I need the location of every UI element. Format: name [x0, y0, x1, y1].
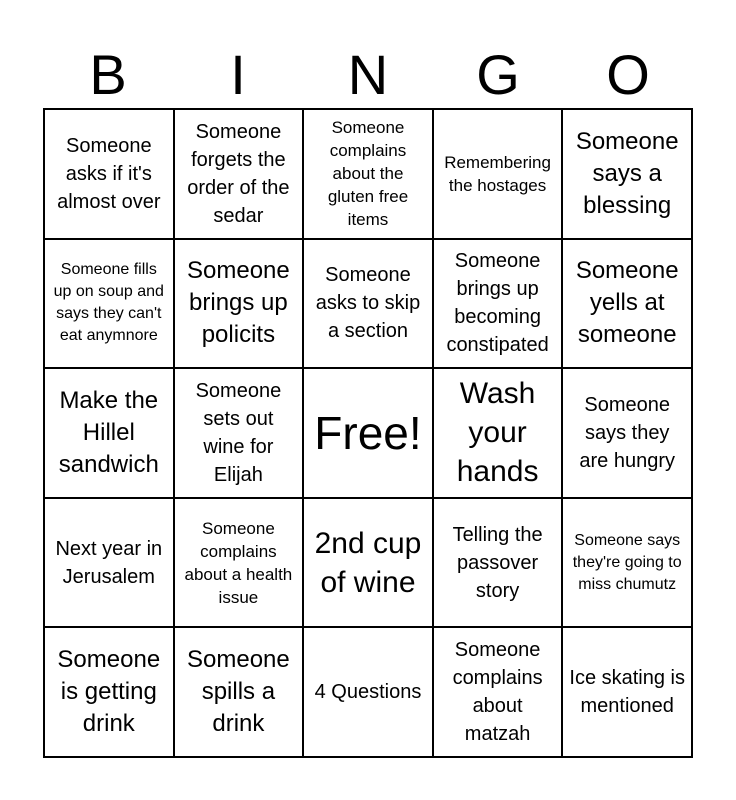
- bingo-cell[interactable]: [44, 368, 174, 498]
- cell-text: Free!: [314, 406, 422, 459]
- cell-text: Someone sets out wine for Elijah: [195, 379, 282, 486]
- bingo-cell[interactable]: [44, 627, 174, 757]
- bingo-cell[interactable]: [562, 368, 692, 498]
- cell-text: Someone complains about a health issue: [184, 518, 293, 607]
- cell-text: Next year in Jerusalem: [55, 537, 163, 588]
- header-letter-o: O: [606, 43, 650, 106]
- cell-text: Someone says a blessing: [575, 127, 679, 219]
- bingo-cell-free[interactable]: [303, 368, 433, 498]
- cell-text: Someone says they're going to miss chumutz: [572, 531, 682, 593]
- bingo-cell[interactable]: [562, 109, 692, 239]
- cell-text: Someone complains about the gluten free items: [327, 118, 409, 230]
- bingo-cell[interactable]: [433, 368, 563, 498]
- bingo-cell[interactable]: [174, 368, 304, 498]
- cell-text: Wash your hands: [456, 377, 539, 489]
- header-letter-n: N: [347, 43, 389, 106]
- cell-text: Someone is getting drink: [57, 646, 161, 738]
- cell-text: Telling the passover story: [452, 523, 543, 602]
- cell-text: Someone fills up on soup and says they can't eat anymnore: [53, 261, 164, 345]
- bingo-cell[interactable]: [303, 239, 433, 369]
- bingo-cell[interactable]: [562, 627, 692, 757]
- bingo-cell[interactable]: [433, 109, 563, 239]
- cell-text: Someone yells at someone: [575, 257, 679, 349]
- cell-text: Someone brings up policits: [187, 257, 290, 349]
- bingo-cell[interactable]: [174, 498, 304, 628]
- header-letter-i: I: [230, 43, 246, 106]
- bingo-cell[interactable]: [433, 627, 563, 757]
- bingo-cell[interactable]: [174, 627, 304, 757]
- bingo-cell[interactable]: [433, 498, 563, 628]
- cell-text: Someone asks to skip a section: [315, 264, 421, 343]
- bingo-cell[interactable]: [562, 239, 692, 369]
- cell-text: Someone says they are hungry: [579, 393, 675, 472]
- bingo-cell[interactable]: [174, 239, 304, 369]
- cell-text: Remembering the hostages: [444, 152, 551, 195]
- bingo-cell[interactable]: [433, 239, 563, 369]
- cell-text: Someone brings up becoming constipated: [446, 250, 549, 357]
- bingo-cell[interactable]: [44, 498, 174, 628]
- bingo-cell[interactable]: [174, 109, 304, 239]
- header-letter-g: G: [476, 43, 520, 106]
- bingo-cell[interactable]: [303, 498, 433, 628]
- cell-text: Someone complains about matzah: [452, 639, 543, 746]
- cell-text: Someone asks if it's almost over: [57, 134, 161, 213]
- bingo-cell[interactable]: [303, 109, 433, 239]
- cell-text: Someone forgets the order of the sedar: [187, 120, 290, 227]
- cell-text: Make the Hillel sandwich: [58, 386, 159, 478]
- cell-text: Ice skating is mentioned: [569, 667, 685, 718]
- bingo-cell[interactable]: [44, 239, 174, 369]
- bingo-cell[interactable]: [562, 498, 692, 628]
- bingo-cell[interactable]: [303, 627, 433, 757]
- bingo-header: [43, 42, 693, 108]
- cell-text: Someone spills a drink: [187, 646, 290, 738]
- bingo-cell[interactable]: [44, 109, 174, 239]
- cell-text: 4 Questions: [314, 681, 422, 704]
- header-letter-b: B: [89, 43, 127, 106]
- cell-text: 2nd cup of wine: [314, 526, 422, 599]
- bingo-board: [43, 108, 693, 758]
